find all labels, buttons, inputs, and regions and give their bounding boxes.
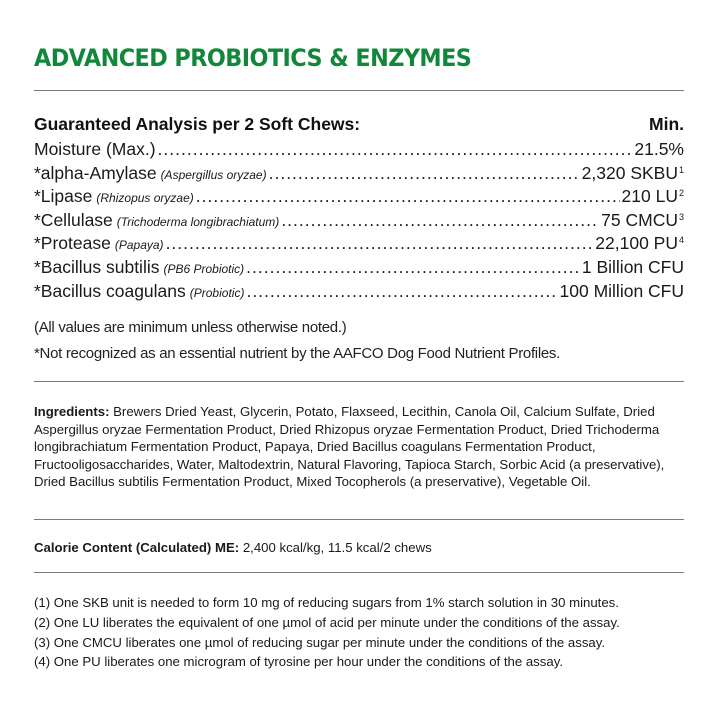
analysis-name: *Bacillus coagulans — [34, 280, 186, 301]
analysis-value: 75 CMCU$^3$ — [601, 209, 684, 230]
analysis-value: 100 Million CFU — [559, 280, 684, 301]
analysis-name: *Cellulase — [34, 209, 113, 230]
analysis-name: Moisture (Max.) — [34, 139, 156, 159]
guaranteed-analysis-header — [34, 114, 684, 135]
analysis-source: (Rhizopus oryzae) — [96, 191, 194, 206]
dot-leader — [281, 210, 599, 231]
analysis-source: (PB6 Probiotic) — [163, 261, 245, 276]
analysis-value: 210 $LU^2$ — [621, 186, 684, 207]
guaranteed-analysis-table — [34, 139, 684, 304]
analysis-source: (Trichoderma longibrachiatum) — [116, 214, 280, 229]
dot-leader — [246, 257, 580, 278]
footnote-ref: 1 — [678, 164, 684, 175]
analysis-value: 2,320 SKBU$^1$ — [581, 162, 684, 183]
footnote-1: (1) One SKB unit is needed to form 10 mg of reducing sugars from 1% starch solution in 30 minutes. — [34, 595, 619, 610]
analysis-row-moisture — [34, 139, 684, 163]
ingredients-section — [34, 403, 684, 491]
calorie-label: Calorie Content (Calculated) ME: — [34, 540, 240, 555]
analysis-source: (Probiotic) — [189, 285, 245, 300]
divider — [34, 90, 684, 91]
analysis-row-protease — [34, 233, 684, 257]
minimum-note: (All values are minimum unless otherwise noted.) — [34, 319, 347, 336]
analysis-name: *Lipase — [34, 186, 93, 207]
min-column-label: Min. — [649, 114, 684, 134]
calorie-content — [34, 540, 432, 555]
footnote-3: (3) One CMCU liberates one µmol of reducing sugar per minute under the conditions of the assay. — [34, 634, 606, 650]
footnote-ref: 4 — [678, 235, 684, 246]
analysis-source: (Papaya) — [114, 238, 164, 253]
analysis-name: *alpha-Amylase — [34, 162, 157, 183]
calorie-text: 2,400 kcal/kg, 11.5 kcal/2 chews — [239, 540, 432, 555]
analysis-row-cellulase — [34, 210, 684, 234]
dot-leader — [196, 186, 620, 207]
analysis-name: *Bacillus subtilis — [34, 256, 160, 277]
divider — [34, 572, 684, 573]
guaranteed-analysis-label: Guaranteed Analysis per 2 Soft Chews: — [34, 114, 361, 134]
analysis-value: 1 Billion CFU — [581, 256, 684, 277]
page-title: ADVANCED PROBIOTICS & ENZYMES — [34, 44, 472, 72]
dot-leader — [166, 233, 594, 254]
ingredients-text: Brewers Dried Yeast, Glycerin, Potato, Flaxseed, Lecithin, Canola Oil, Calcium Sulfate, Dried Aspergillus oryzae Fermentation Product, Dried Rhizopus oryzae Fermentation Product, Dried Trichoderma longibrachiatum Fermentation Product, Papaya, Dried Bacillus coagulans Fermentation Product, Fructooligosaccharides, Water, Maltodextrin, Natural Flavoring, Tapioca Starch, Sorbic Acid (a preservative), Dried Bacillus subtilis Fermentation Product, Mixed Tocopherols (a preservative), Vegetable Oil. — [34, 404, 665, 489]
dot-leader — [158, 139, 633, 160]
footnote-2: (2) One LU liberates the equivalent of one µmol of acid per minute under the conditions of the assay. — [34, 614, 620, 630]
analysis-value: 21.5% — [634, 139, 684, 159]
footnote-4: (4) One PU liberates one microgram of tyrosine per hour under the conditions of the assay. — [34, 654, 563, 670]
footnote-ref: 3 — [678, 211, 684, 222]
divider — [34, 519, 684, 520]
footnotes — [34, 593, 694, 672]
dot-leader — [269, 163, 580, 184]
aafco-note: *Not recognized as an essential nutrient by the AAFCO Dog Food Nutrient Profiles. — [34, 345, 560, 362]
divider — [34, 381, 684, 382]
ingredients-label: Ingredients: — [34, 404, 110, 419]
analysis-row-bacillus-coagulans — [34, 281, 684, 305]
analysis-source: (Aspergillus oryzae) — [160, 167, 267, 182]
analysis-row-amylase — [34, 163, 684, 187]
dot-leader — [246, 281, 557, 302]
analysis-name: *Protease — [34, 233, 111, 254]
analysis-value: 22,100 $PU^4$ — [595, 233, 684, 254]
footnote-ref: 2 — [678, 188, 684, 199]
analysis-row-bacillus-subtilis — [34, 257, 684, 281]
analysis-row-lipase — [34, 186, 684, 210]
